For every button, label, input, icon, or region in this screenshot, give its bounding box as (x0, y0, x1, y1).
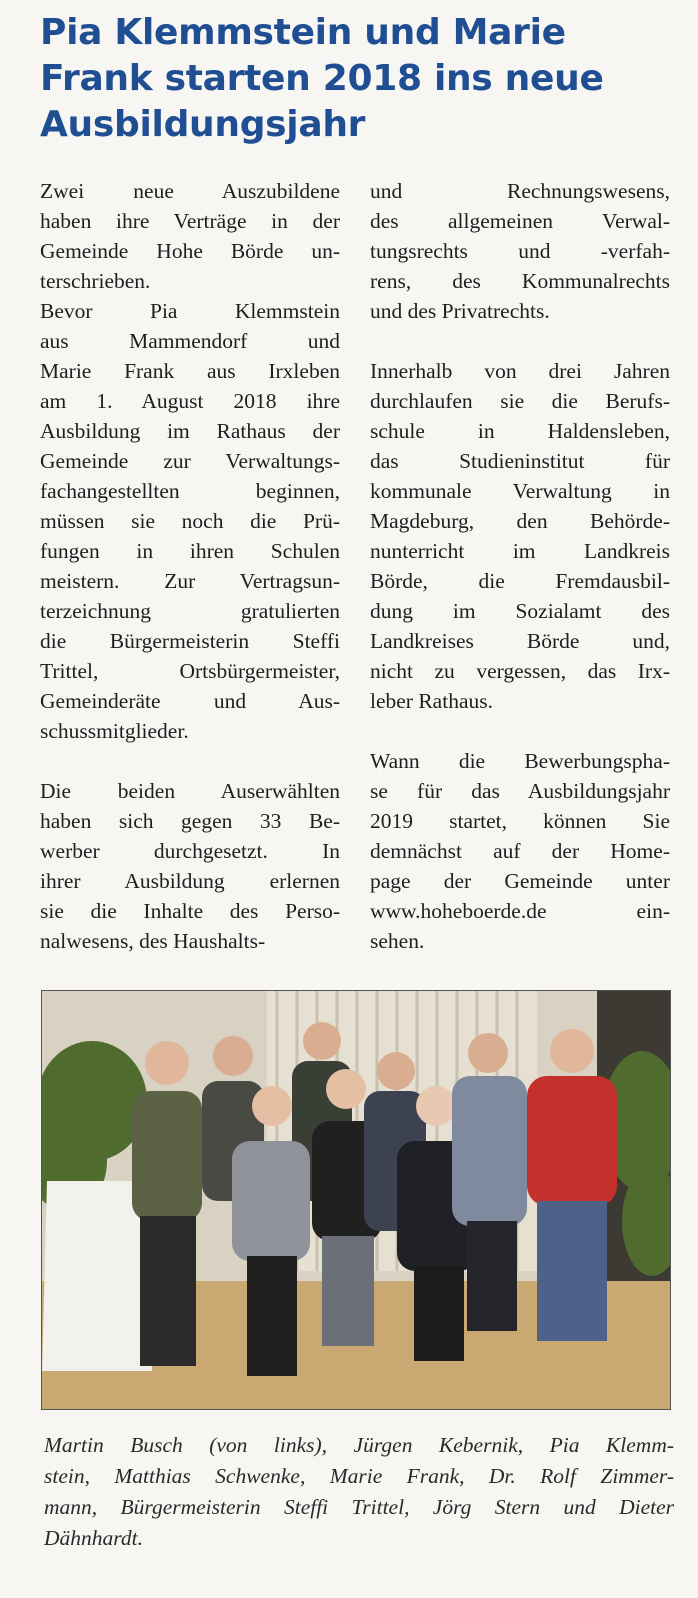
body-text-line: und Rechnungswesens, (370, 179, 670, 203)
body-text-line: haben ihre Verträge in der (40, 209, 340, 233)
paragraph-gap (370, 326, 670, 356)
caption-line: mann, Bürgermeisterin Steffi Trittel, Jörg Stern und Dieter (44, 1495, 674, 1519)
body-text-line: schule in Haldensleben, (370, 419, 670, 443)
body-text-line: Gemeinde zur Verwaltungs- (40, 449, 340, 473)
body-text-line: werber durchgesetzt. In (40, 839, 340, 863)
body-text-line: tungsrechts und -verfah- (370, 239, 670, 263)
body-text-line: nalwesens, des Haushalts- (40, 929, 266, 953)
paragraph-gap (370, 716, 670, 746)
body-text-line: dung im Sozialamt des (370, 599, 670, 623)
body-text-line: Zwei neue Auszubildene (40, 179, 340, 203)
left-text-column (40, 176, 340, 956)
body-text-line: nunterricht im Landkreis (370, 539, 670, 563)
body-text-line: müssen sie noch die Prü- (40, 509, 340, 533)
body-text-line: terzeichnung gratulierten (40, 599, 340, 623)
group-photo-illustration (42, 991, 670, 1409)
body-text-line: Marie Frank aus Irxleben (40, 359, 340, 383)
body-text-line: rens, des Kommunalrechts (370, 269, 670, 293)
body-text-line: meistern. Zur Vertragsun- (40, 569, 340, 593)
body-text-line: sie die Inhalte des Perso- (40, 899, 340, 923)
body-text-line: Börde, die Fremdausbil- (370, 569, 670, 593)
body-text-line: nicht zu vergessen, das Irx- (370, 659, 670, 683)
body-text-line: page der Gemeinde unter (370, 869, 670, 893)
body-text-line: die Bürgermeisterin Steffi (40, 629, 340, 653)
headline-line: Pia Klemmstein und Marie (40, 12, 566, 53)
body-text-line: schussmitglieder. (40, 719, 189, 743)
body-text-line: Landkreises Börde und, (370, 629, 670, 653)
body-text-line: se für das Ausbildungsjahr (370, 779, 670, 803)
body-text-line: aus Mammendorf und (40, 329, 340, 353)
caption-line: Dähnhardt. (44, 1526, 143, 1550)
body-text-line: am 1. August 2018 ihre (40, 389, 340, 413)
right-text-column (370, 176, 670, 956)
body-text-line: Wann die Bewerbungspha- (370, 749, 670, 773)
body-text-line: Gemeinde Hohe Börde un- (40, 239, 340, 263)
article-headline (40, 10, 680, 148)
body-text-line: Innerhalb von drei Jahren (370, 359, 670, 383)
caption-line: stein, Matthias Schwenke, Marie Frank, Dr. Rolf Zimmer- (44, 1464, 674, 1488)
body-text-line: durchlaufen sie die Berufs- (370, 389, 670, 413)
body-text-line: Bevor Pia Klemmstein (40, 299, 340, 323)
body-text-line: Die beiden Auserwählten (40, 779, 340, 803)
headline-line: Frank starten 2018 ins neue (40, 58, 604, 99)
body-text-line: Magdeburg, den Behörde- (370, 509, 670, 533)
body-text-line: das Studieninstitut für (370, 449, 670, 473)
body-text-line: fungen in ihren Schulen (40, 539, 340, 563)
body-text-line: haben sich gegen 33 Be- (40, 809, 340, 833)
body-text-line: leber Rathaus. (370, 689, 493, 713)
body-text-line: und des Privatrechts. (370, 299, 550, 323)
body-text-line: des allgemeinen Verwal- (370, 209, 670, 233)
body-text-line: sehen. (370, 929, 425, 953)
body-text-line: Gemeinderäte und Aus- (40, 689, 340, 713)
body-text-line: Ausbildung im Rathaus der (40, 419, 340, 443)
headline-line: Ausbildungsjahr (40, 104, 366, 145)
body-text-line: ihrer Ausbildung erlernen (40, 869, 340, 893)
body-text-line: fachangestellten beginnen, (40, 479, 340, 503)
body-text-line: 2019 startet, können Sie (370, 809, 670, 833)
body-text-line: www.hoheboerde.de ein- (370, 899, 670, 923)
caption-line: Martin Busch (von links), Jürgen Kebernik, Pia Klemm- (44, 1433, 674, 1457)
paragraph-gap (40, 746, 340, 776)
body-text-line: terschrieben. (40, 269, 151, 293)
body-text-line: kommunale Verwaltung in (370, 479, 670, 503)
body-text-line: Trittel, Ortsbürgermeister, (40, 659, 340, 683)
body-text-line: demnächst auf der Home- (370, 839, 670, 863)
photo-caption (44, 1430, 674, 1554)
group-photo (41, 990, 671, 1410)
